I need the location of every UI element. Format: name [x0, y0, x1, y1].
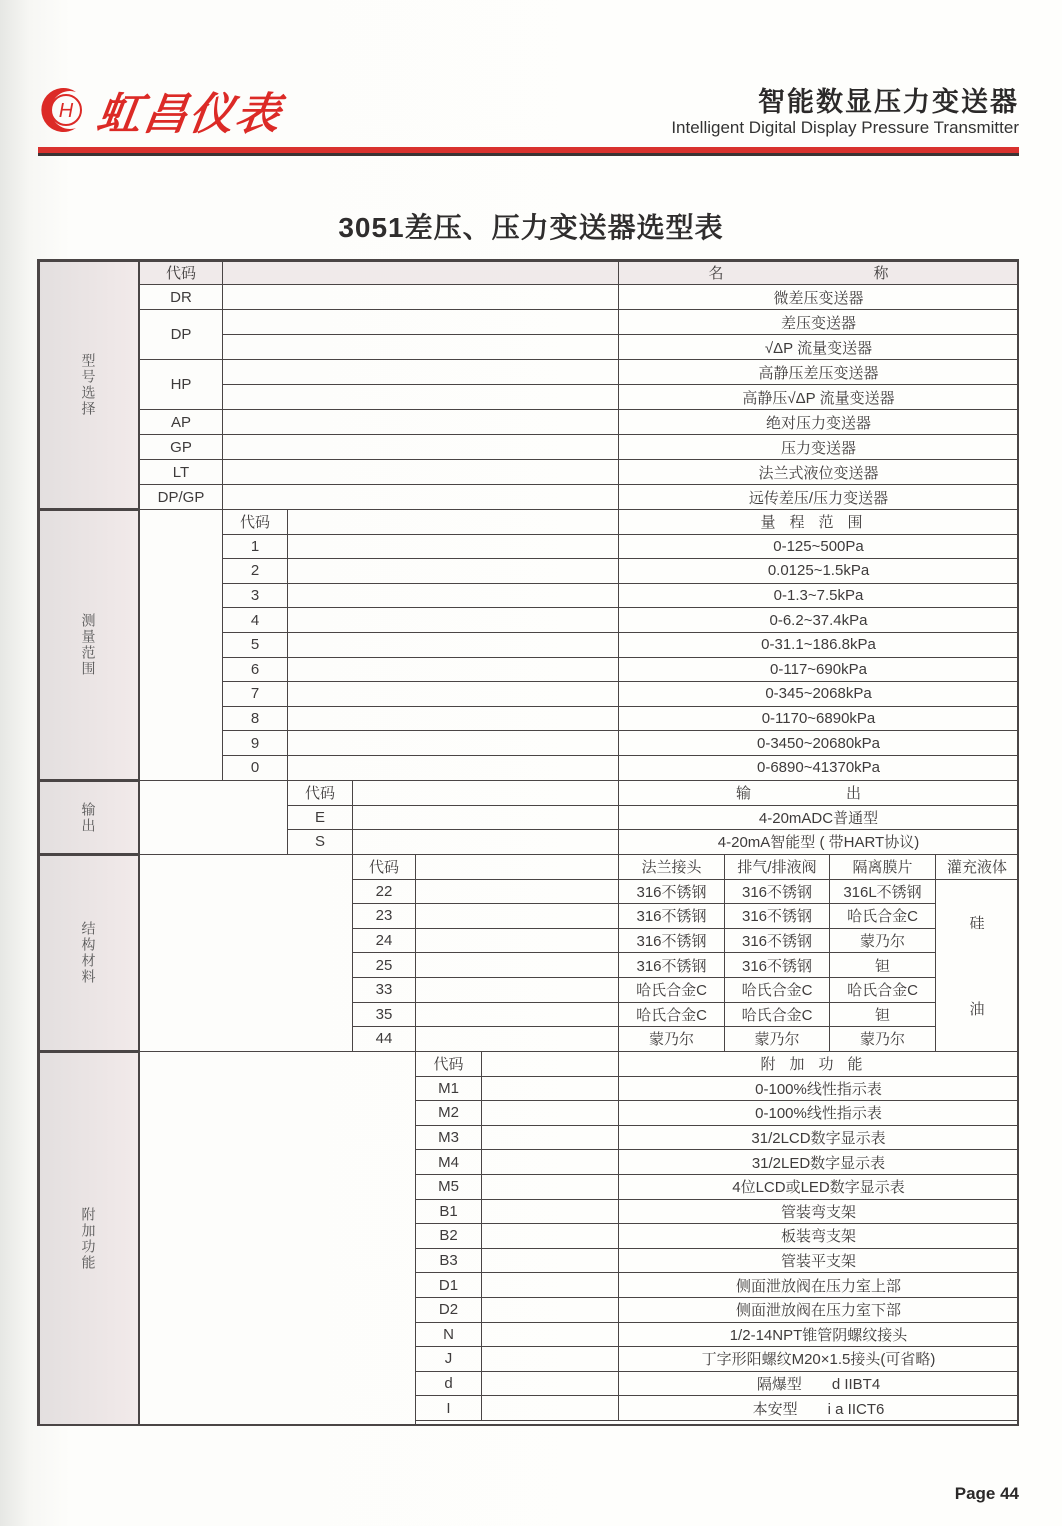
material-code: 35	[352, 1002, 416, 1028]
model-name: 高静压差压变送器	[618, 359, 1019, 385]
blank-cell	[287, 681, 619, 707]
blank-cell	[415, 854, 619, 880]
option-code: B2	[415, 1223, 482, 1249]
option-value: 31/2LED数字显示表	[618, 1149, 1019, 1175]
option-value: 4位LCD或LED数字显示表	[618, 1174, 1019, 1200]
blank-cell	[222, 384, 619, 410]
flange-material: 哈氏合金C	[618, 977, 725, 1003]
blank-cell	[415, 903, 619, 929]
section-label-text: 结构材料	[80, 921, 97, 985]
blank-cell	[352, 829, 619, 855]
flange-material: 蒙乃尔	[618, 1026, 725, 1052]
section-label-text: 型号选择	[80, 352, 97, 417]
model-name: 差压变送器	[618, 309, 1019, 335]
header-code: 代码	[415, 1051, 482, 1077]
range-code: 7	[222, 681, 288, 707]
option-value: 1/2-14NPT锥管阴螺纹接头	[618, 1322, 1019, 1348]
vent-material: 哈氏合金C	[724, 977, 830, 1003]
model-code: HP	[139, 359, 223, 410]
option-value: 31/2LCD数字显示表	[618, 1125, 1019, 1151]
option-value: 管装弯支架	[618, 1199, 1019, 1225]
section-materials	[37, 854, 140, 1052]
blank-cell	[287, 509, 619, 535]
model-code: DP	[139, 309, 223, 360]
blank-cell	[287, 657, 619, 683]
range-code: 6	[222, 657, 288, 683]
option-value: 隔爆型 d IIBT4	[618, 1371, 1019, 1397]
range-value: 0-3450~20680kPa	[618, 730, 1019, 756]
flange-material: 哈氏合金C	[618, 1002, 725, 1028]
blank-cell	[481, 1346, 619, 1372]
blank-cell	[222, 309, 619, 335]
range-code: 4	[222, 607, 288, 633]
diaphragm-material: 钽	[829, 952, 936, 978]
model-name: 法兰式液位变送器	[618, 459, 1019, 485]
option-value: 0-100%线性指示表	[618, 1076, 1019, 1102]
option-value: 板装弯支架	[618, 1223, 1019, 1249]
option-code: M1	[415, 1076, 482, 1102]
blank-cell	[352, 780, 619, 806]
range-value: 0-117~690kPa	[618, 657, 1019, 683]
option-code: D1	[415, 1272, 482, 1298]
product-title-en: Intelligent Digital Display Pressure Transmitter	[671, 118, 1019, 137]
blank-cell	[481, 1223, 619, 1249]
range-value: 0-1170~6890kPa	[618, 706, 1019, 732]
range-value: 0-31.1~186.8kPa	[618, 632, 1019, 658]
output-code: E	[287, 805, 353, 831]
option-value: 管装平支架	[618, 1248, 1019, 1274]
selection-table	[38, 260, 1019, 1426]
blank-cell	[352, 805, 619, 831]
option-code: M5	[415, 1174, 482, 1200]
blank-cell	[139, 1051, 416, 1426]
option-code: B1	[415, 1199, 482, 1225]
range-code: 9	[222, 730, 288, 756]
section-measuring-range	[37, 509, 140, 781]
blank-cell	[287, 534, 619, 560]
range-value: 0-6.2~37.4kPa	[618, 607, 1019, 633]
blank-cell	[287, 730, 619, 756]
company-logo	[36, 82, 285, 140]
option-value: 侧面泄放阀在压力室下部	[618, 1297, 1019, 1323]
range-code: 0	[222, 755, 288, 781]
model-name: 绝对压力变送器	[618, 409, 1019, 435]
page-title: 3051差压、压力变送器选型表	[338, 212, 724, 243]
material-code: 22	[352, 879, 416, 905]
header-rule-dark	[38, 153, 1019, 156]
model-name: √ΔP 流量变送器	[618, 334, 1019, 360]
blank-cell	[287, 583, 619, 609]
vent-material: 蒙乃尔	[724, 1026, 830, 1052]
blank-cell	[415, 1002, 619, 1028]
svg-text:H: H	[58, 100, 74, 122]
range-code: 8	[222, 706, 288, 732]
option-code: I	[415, 1395, 482, 1421]
vent-material: 316不锈钢	[724, 952, 830, 978]
range-value: 0.0125~1.5kPa	[618, 558, 1019, 584]
ch-logo-icon	[36, 84, 88, 136]
vent-material: 316不锈钢	[724, 879, 830, 905]
blank-cell	[415, 977, 619, 1003]
material-code: 44	[352, 1026, 416, 1052]
fill-fluid-text: 硅	[969, 914, 985, 932]
header-code: 代码	[222, 509, 288, 535]
fill-fluid-text: 油	[969, 1000, 985, 1018]
option-code: N	[415, 1322, 482, 1348]
section-options	[37, 1051, 140, 1426]
blank-cell	[481, 1297, 619, 1323]
model-code: AP	[139, 409, 223, 435]
blank-cell	[222, 434, 619, 460]
option-code: D2	[415, 1297, 482, 1323]
material-column-header: 隔离膜片	[829, 854, 936, 880]
option-code: M4	[415, 1149, 482, 1175]
page-number: Page 44	[954, 1484, 1019, 1503]
option-value: 侧面泄放阀在压力室上部	[618, 1272, 1019, 1298]
blank-cell	[481, 1272, 619, 1298]
flange-material: 316不锈钢	[618, 903, 725, 929]
section-label-text: 测量范围	[80, 613, 97, 677]
blank-cell	[481, 1322, 619, 1348]
header-code: 代码	[352, 854, 416, 880]
diaphragm-material: 钽	[829, 1002, 936, 1028]
header-name: 名 称	[618, 259, 1019, 285]
material-column-header: 排气/排液阀	[724, 854, 830, 880]
header-range: 量程范围	[618, 509, 1019, 535]
option-value: 本安型 i a IICT6	[618, 1395, 1019, 1421]
material-column-header: 法兰接头	[618, 854, 725, 880]
material-column-header: 灌充液体	[935, 854, 1019, 880]
model-name: 高静压√ΔP 流量变送器	[618, 384, 1019, 410]
flange-material: 316不锈钢	[618, 928, 725, 954]
blank-cell	[415, 1026, 619, 1052]
diaphragm-material: 哈氏合金C	[829, 977, 936, 1003]
blank-cell	[481, 1125, 619, 1151]
blank-cell	[139, 780, 288, 855]
model-name: 远传差压/压力变送器	[618, 484, 1019, 510]
option-code: J	[415, 1346, 482, 1372]
blank-cell	[287, 632, 619, 658]
flange-material: 316不锈钢	[618, 952, 725, 978]
blank-cell	[481, 1371, 619, 1397]
material-code: 24	[352, 928, 416, 954]
range-value: 0-6890~41370kPa	[618, 755, 1019, 781]
blank-cell	[481, 1051, 619, 1077]
vent-material: 316不锈钢	[724, 903, 830, 929]
model-name: 压力变送器	[618, 434, 1019, 460]
diaphragm-material: 哈氏合金C	[829, 903, 936, 929]
blank-cell	[287, 755, 619, 781]
model-code: GP	[139, 434, 223, 460]
option-code: M3	[415, 1125, 482, 1151]
blank-cell	[481, 1248, 619, 1274]
blank-cell	[481, 1076, 619, 1102]
blank-cell	[222, 284, 619, 310]
range-code: 1	[222, 534, 288, 560]
range-code: 2	[222, 558, 288, 584]
model-name: 微差压变送器	[618, 284, 1019, 310]
blank-cell	[222, 409, 619, 435]
material-code: 25	[352, 952, 416, 978]
header-output: 输 出	[618, 780, 1019, 806]
fill-fluid	[935, 879, 1019, 1052]
model-code: DP/GP	[139, 484, 223, 510]
section-label-text: 附加功能	[80, 1206, 97, 1271]
diaphragm-material: 316L不锈钢	[829, 879, 936, 905]
range-value: 0-125~500Pa	[618, 534, 1019, 560]
blank-cell	[222, 484, 619, 510]
output-code: S	[287, 829, 353, 855]
range-value: 0-1.3~7.5kPa	[618, 583, 1019, 609]
section-label-text: 输出	[80, 801, 97, 834]
blank-cell	[139, 509, 223, 781]
section-model-selection	[37, 259, 140, 510]
option-value: 0-100%线性指示表	[618, 1100, 1019, 1126]
vent-material: 316不锈钢	[724, 928, 830, 954]
output-value: 4-20mADC普通型	[618, 805, 1019, 831]
model-code: DR	[139, 284, 223, 310]
blank-cell	[222, 459, 619, 485]
diaphragm-material: 蒙乃尔	[829, 1026, 936, 1052]
blank-cell	[222, 359, 619, 385]
output-value: 4-20mA智能型 ( 带HART协议)	[618, 829, 1019, 855]
brand-name: 虹昌仪表	[93, 89, 285, 140]
option-code: M2	[415, 1100, 482, 1126]
blank-cell	[481, 1395, 619, 1421]
blank-cell	[287, 607, 619, 633]
blank-cell	[415, 879, 619, 905]
blank-cell	[481, 1100, 619, 1126]
blank-cell	[287, 558, 619, 584]
range-value: 0-345~2068kPa	[618, 681, 1019, 707]
blank-cell	[415, 928, 619, 954]
header-code: 代码	[139, 259, 223, 285]
section-output	[37, 780, 140, 855]
blank-cell	[222, 334, 619, 360]
header-options: 附加功能	[618, 1051, 1019, 1077]
option-code: B3	[415, 1248, 482, 1274]
range-code: 5	[222, 632, 288, 658]
blank-cell	[481, 1199, 619, 1225]
header-code: 代码	[287, 780, 353, 806]
header-blank	[222, 259, 619, 285]
blank-cell	[481, 1174, 619, 1200]
blank-cell	[481, 1149, 619, 1175]
diaphragm-material: 蒙乃尔	[829, 928, 936, 954]
model-code: LT	[139, 459, 223, 485]
blank-cell	[139, 854, 353, 1052]
product-heading	[671, 86, 1019, 138]
range-code: 3	[222, 583, 288, 609]
blank-cell	[415, 952, 619, 978]
blank-cell	[287, 706, 619, 732]
product-title-cn: 智能数显压力变送器	[758, 87, 1019, 117]
option-code: d	[415, 1371, 482, 1397]
material-code: 23	[352, 903, 416, 929]
material-code: 33	[352, 977, 416, 1003]
vent-material: 哈氏合金C	[724, 1002, 830, 1028]
option-value: 丁字形阳螺纹M20×1.5接头(可省略)	[618, 1346, 1019, 1372]
flange-material: 316不锈钢	[618, 879, 725, 905]
